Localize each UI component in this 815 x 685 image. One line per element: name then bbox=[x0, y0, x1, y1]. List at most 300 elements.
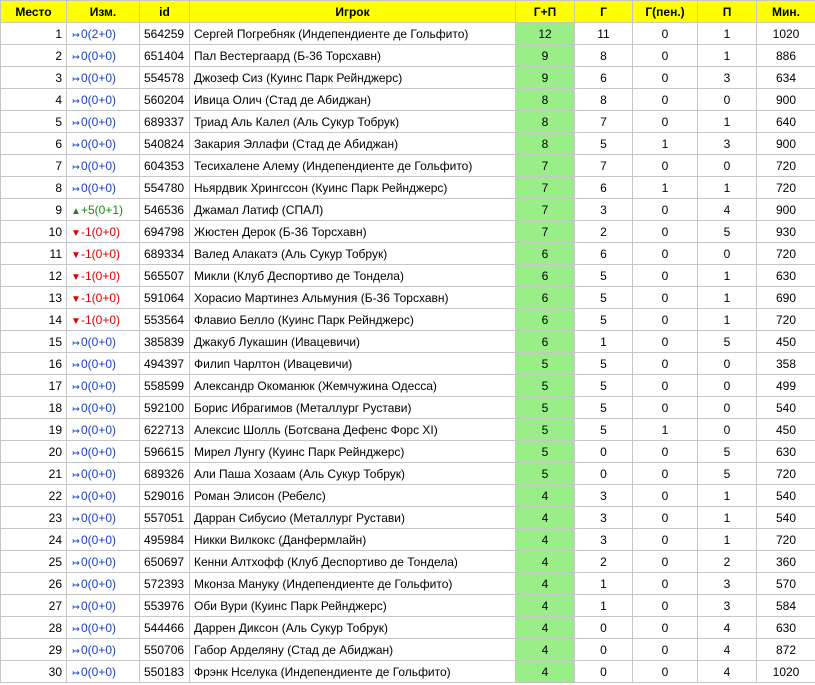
goals-assists-cell: 12 bbox=[516, 23, 575, 45]
place-cell: 27 bbox=[1, 595, 67, 617]
no-change-icon: ↦ bbox=[72, 667, 80, 678]
player-cell: Пал Вестергаард (Б-36 Торсхавн) bbox=[190, 45, 516, 67]
penalty-goals-cell: 1 bbox=[633, 419, 698, 441]
minutes-cell: 570 bbox=[757, 573, 815, 595]
place-cell: 15 bbox=[1, 331, 67, 353]
id-cell: 689334 bbox=[140, 243, 190, 265]
header-penalty-goals[interactable]: Г(пен.) bbox=[633, 1, 698, 23]
player-cell: Сергей Погребняк (Индепендиенте де Гольфито) bbox=[190, 23, 516, 45]
minutes-cell: 690 bbox=[757, 287, 815, 309]
minutes-cell: 584 bbox=[757, 595, 815, 617]
table-row bbox=[1, 419, 815, 441]
header-id[interactable]: id bbox=[140, 1, 190, 23]
place-cell: 22 bbox=[1, 485, 67, 507]
place-cell: 5 bbox=[1, 111, 67, 133]
goals-cell: 5 bbox=[575, 133, 633, 155]
no-change-icon: ↦ bbox=[72, 403, 80, 414]
penalty-goals-cell: 0 bbox=[633, 67, 698, 89]
id-cell: 564259 bbox=[140, 23, 190, 45]
assists-cell: 5 bbox=[698, 221, 757, 243]
minutes-cell: 720 bbox=[757, 463, 815, 485]
no-change-icon: ↦ bbox=[72, 623, 80, 634]
table-row bbox=[1, 243, 815, 265]
change-cell bbox=[67, 397, 140, 419]
assists-cell: 5 bbox=[698, 463, 757, 485]
assists-cell: 4 bbox=[698, 199, 757, 221]
place-cell: 3 bbox=[1, 67, 67, 89]
change-text: +5(0+1) bbox=[81, 202, 124, 217]
penalty-goals-cell: 0 bbox=[633, 23, 698, 45]
goals-cell: 7 bbox=[575, 111, 633, 133]
place-cell: 2 bbox=[1, 45, 67, 67]
assists-cell: 1 bbox=[698, 23, 757, 45]
id-cell: 385839 bbox=[140, 331, 190, 353]
player-cell: Никки Вилкокс (Данфермлайн) bbox=[190, 529, 516, 551]
penalty-goals-cell: 0 bbox=[633, 595, 698, 617]
place-cell: 16 bbox=[1, 353, 67, 375]
penalty-goals-cell: 0 bbox=[633, 485, 698, 507]
penalty-goals-cell: 0 bbox=[633, 441, 698, 463]
minutes-cell: 540 bbox=[757, 485, 815, 507]
table-body bbox=[1, 23, 815, 683]
table-row bbox=[1, 353, 815, 375]
goals-cell: 6 bbox=[575, 243, 633, 265]
id-cell: 694798 bbox=[140, 221, 190, 243]
change-cell bbox=[67, 177, 140, 199]
no-change-icon: ↦ bbox=[72, 601, 80, 612]
player-cell: Валед Алакатэ (Аль Сукур Тобрук) bbox=[190, 243, 516, 265]
minutes-cell: 640 bbox=[757, 111, 815, 133]
assists-cell: 0 bbox=[698, 155, 757, 177]
change-cell bbox=[67, 375, 140, 397]
assists-cell: 4 bbox=[698, 661, 757, 683]
no-change-icon: ↦ bbox=[72, 161, 80, 172]
no-change-icon: ↦ bbox=[72, 337, 80, 348]
change-cell bbox=[67, 573, 140, 595]
assists-cell: 1 bbox=[698, 265, 757, 287]
goals-assists-cell: 4 bbox=[516, 661, 575, 683]
penalty-goals-cell: 0 bbox=[633, 573, 698, 595]
assists-cell: 0 bbox=[698, 243, 757, 265]
assists-cell: 1 bbox=[698, 45, 757, 67]
player-cell: Джозеф Сиз (Куинс Парк Рейнджерс) bbox=[190, 67, 516, 89]
place-cell: 24 bbox=[1, 529, 67, 551]
change-text: -1(0+0) bbox=[81, 290, 121, 305]
table-row bbox=[1, 309, 815, 331]
change-cell bbox=[67, 199, 140, 221]
header-change[interactable]: Изм. bbox=[67, 1, 140, 23]
goals-cell: 3 bbox=[575, 529, 633, 551]
penalty-goals-cell: 0 bbox=[633, 397, 698, 419]
change-text: 0(0+0) bbox=[81, 378, 117, 393]
player-cell: Дарран Сибусио (Металлург Рустави) bbox=[190, 507, 516, 529]
minutes-cell: 720 bbox=[757, 243, 815, 265]
assists-cell: 5 bbox=[698, 331, 757, 353]
assists-cell: 0 bbox=[698, 397, 757, 419]
id-cell: 560204 bbox=[140, 89, 190, 111]
minutes-cell: 499 bbox=[757, 375, 815, 397]
goals-assists-cell: 6 bbox=[516, 265, 575, 287]
id-cell: 553976 bbox=[140, 595, 190, 617]
goals-assists-cell: 7 bbox=[516, 199, 575, 221]
goals-assists-cell: 6 bbox=[516, 309, 575, 331]
goals-cell: 6 bbox=[575, 67, 633, 89]
player-cell: Алексис Шолль (Ботсвана Дефенс Форс XI) bbox=[190, 419, 516, 441]
assists-cell: 0 bbox=[698, 419, 757, 441]
penalty-goals-cell: 0 bbox=[633, 221, 698, 243]
no-change-icon: ↦ bbox=[72, 557, 80, 568]
header-minutes[interactable]: Мин. bbox=[757, 1, 815, 23]
change-text: 0(0+0) bbox=[81, 114, 117, 129]
minutes-cell: 360 bbox=[757, 551, 815, 573]
assists-cell: 0 bbox=[698, 353, 757, 375]
goals-cell: 5 bbox=[575, 375, 633, 397]
goals-cell: 0 bbox=[575, 617, 633, 639]
goals-assists-cell: 4 bbox=[516, 551, 575, 573]
change-text: -1(0+0) bbox=[81, 268, 121, 283]
penalty-goals-cell: 0 bbox=[633, 243, 698, 265]
goals-cell: 11 bbox=[575, 23, 633, 45]
header-place[interactable]: Место bbox=[1, 1, 67, 23]
no-change-icon: ↦ bbox=[72, 447, 80, 458]
id-cell: 529016 bbox=[140, 485, 190, 507]
change-text: 0(0+0) bbox=[81, 466, 117, 481]
header-goals[interactable]: Г bbox=[575, 1, 633, 23]
goals-assists-cell: 7 bbox=[516, 221, 575, 243]
change-text: 0(0+0) bbox=[81, 510, 117, 525]
table-row bbox=[1, 331, 815, 353]
change-cell bbox=[67, 265, 140, 287]
id-cell: 557051 bbox=[140, 507, 190, 529]
id-cell: 554780 bbox=[140, 177, 190, 199]
assists-cell: 3 bbox=[698, 573, 757, 595]
penalty-goals-cell: 0 bbox=[633, 375, 698, 397]
change-cell bbox=[67, 617, 140, 639]
goals-assists-cell: 4 bbox=[516, 507, 575, 529]
no-change-icon: ↦ bbox=[72, 491, 80, 502]
penalty-goals-cell: 0 bbox=[633, 353, 698, 375]
arrow-up-icon: ▲ bbox=[71, 205, 81, 217]
minutes-cell: 1020 bbox=[757, 23, 815, 45]
assists-cell: 1 bbox=[698, 309, 757, 331]
penalty-goals-cell: 0 bbox=[633, 265, 698, 287]
minutes-cell: 540 bbox=[757, 507, 815, 529]
assists-cell: 1 bbox=[698, 507, 757, 529]
place-cell: 13 bbox=[1, 287, 67, 309]
player-cell: Тесихалене Алему (Индепендиенте де Гольфито) bbox=[190, 155, 516, 177]
goals-cell: 3 bbox=[575, 485, 633, 507]
penalty-goals-cell: 1 bbox=[633, 133, 698, 155]
place-cell: 19 bbox=[1, 419, 67, 441]
no-change-icon: ↦ bbox=[72, 513, 80, 524]
table-row bbox=[1, 375, 815, 397]
id-cell: 494397 bbox=[140, 353, 190, 375]
assists-cell: 1 bbox=[698, 111, 757, 133]
minutes-cell: 720 bbox=[757, 177, 815, 199]
player-cell: Флавио Белло (Куинс Парк Рейнджерс) bbox=[190, 309, 516, 331]
header-assists[interactable]: П bbox=[698, 1, 757, 23]
id-cell: 495984 bbox=[140, 529, 190, 551]
place-cell: 1 bbox=[1, 23, 67, 45]
place-cell: 8 bbox=[1, 177, 67, 199]
change-text: 0(0+0) bbox=[81, 488, 117, 503]
table-row bbox=[1, 199, 815, 221]
player-cell: Филип Чарлтон (Ивацевичи) bbox=[190, 353, 516, 375]
player-cell: Александр Окоманюк (Жемчужина Одесса) bbox=[190, 375, 516, 397]
penalty-goals-cell: 0 bbox=[633, 45, 698, 67]
player-cell: Ньярдвик Хрингссон (Куинс Парк Рейнджерс) bbox=[190, 177, 516, 199]
change-cell bbox=[67, 287, 140, 309]
player-cell: Даррен Диксон (Аль Сукур Тобрук) bbox=[190, 617, 516, 639]
change-text: 0(0+0) bbox=[81, 136, 117, 151]
id-cell: 592100 bbox=[140, 397, 190, 419]
minutes-cell: 634 bbox=[757, 67, 815, 89]
id-cell: 550706 bbox=[140, 639, 190, 661]
id-cell: 650697 bbox=[140, 551, 190, 573]
place-cell: 28 bbox=[1, 617, 67, 639]
goals-assists-cell: 8 bbox=[516, 89, 575, 111]
assists-cell: 3 bbox=[698, 595, 757, 617]
goals-assists-cell: 8 bbox=[516, 111, 575, 133]
penalty-goals-cell: 0 bbox=[633, 529, 698, 551]
table-row bbox=[1, 551, 815, 573]
assists-cell: 4 bbox=[698, 617, 757, 639]
change-text: 0(0+0) bbox=[81, 356, 117, 371]
change-cell bbox=[67, 661, 140, 683]
goals-assists-cell: 7 bbox=[516, 177, 575, 199]
table-row bbox=[1, 485, 815, 507]
goals-assists-cell: 5 bbox=[516, 397, 575, 419]
change-text: -1(0+0) bbox=[81, 224, 121, 239]
goals-cell: 2 bbox=[575, 221, 633, 243]
change-cell bbox=[67, 155, 140, 177]
goals-cell: 5 bbox=[575, 287, 633, 309]
table-row bbox=[1, 463, 815, 485]
change-cell bbox=[67, 551, 140, 573]
penalty-goals-cell: 0 bbox=[633, 639, 698, 661]
player-cell: Али Паша Хозаам (Аль Сукур Тобрук) bbox=[190, 463, 516, 485]
place-cell: 17 bbox=[1, 375, 67, 397]
arrow-down-icon: ▼ bbox=[71, 227, 81, 239]
no-change-icon: ↦ bbox=[72, 183, 80, 194]
penalty-goals-cell: 0 bbox=[633, 507, 698, 529]
change-cell bbox=[67, 67, 140, 89]
goals-cell: 2 bbox=[575, 551, 633, 573]
id-cell: 622713 bbox=[140, 419, 190, 441]
goals-cell: 5 bbox=[575, 353, 633, 375]
no-change-icon: ↦ bbox=[72, 579, 80, 590]
change-text: -1(0+0) bbox=[81, 246, 121, 261]
player-cell: Кенни Алтхофф (Клуб Деспортиво де Тондела) bbox=[190, 551, 516, 573]
change-cell bbox=[67, 595, 140, 617]
penalty-goals-cell: 0 bbox=[633, 89, 698, 111]
assists-cell: 2 bbox=[698, 551, 757, 573]
arrow-down-icon: ▼ bbox=[71, 249, 81, 261]
table-row bbox=[1, 287, 815, 309]
place-cell: 6 bbox=[1, 133, 67, 155]
player-cell: Борис Ибрагимов (Металлург Рустави) bbox=[190, 397, 516, 419]
place-cell: 7 bbox=[1, 155, 67, 177]
goals-cell: 8 bbox=[575, 45, 633, 67]
change-text: 0(0+0) bbox=[81, 598, 117, 613]
place-cell: 9 bbox=[1, 199, 67, 221]
place-cell: 30 bbox=[1, 661, 67, 683]
minutes-cell: 930 bbox=[757, 221, 815, 243]
penalty-goals-cell: 0 bbox=[633, 661, 698, 683]
table-row bbox=[1, 507, 815, 529]
minutes-cell: 900 bbox=[757, 133, 815, 155]
goals-assists-cell: 5 bbox=[516, 375, 575, 397]
change-cell bbox=[67, 111, 140, 133]
assists-cell: 1 bbox=[698, 529, 757, 551]
assists-cell: 3 bbox=[698, 67, 757, 89]
change-cell bbox=[67, 507, 140, 529]
no-change-icon: ↦ bbox=[72, 381, 80, 392]
penalty-goals-cell: 0 bbox=[633, 111, 698, 133]
no-change-icon: ↦ bbox=[72, 139, 80, 150]
header-row bbox=[1, 1, 815, 23]
minutes-cell: 630 bbox=[757, 441, 815, 463]
goals-cell: 5 bbox=[575, 265, 633, 287]
arrow-down-icon: ▼ bbox=[71, 315, 81, 327]
no-change-icon: ↦ bbox=[72, 359, 80, 370]
goals-assists-cell: 5 bbox=[516, 419, 575, 441]
place-cell: 12 bbox=[1, 265, 67, 287]
player-cell: Закария Эллафи (Стад де Абиджан) bbox=[190, 133, 516, 155]
assists-cell: 1 bbox=[698, 287, 757, 309]
penalty-goals-cell: 0 bbox=[633, 551, 698, 573]
goals-cell: 5 bbox=[575, 397, 633, 419]
minutes-cell: 720 bbox=[757, 309, 815, 331]
change-cell bbox=[67, 353, 140, 375]
minutes-cell: 900 bbox=[757, 199, 815, 221]
minutes-cell: 630 bbox=[757, 617, 815, 639]
place-cell: 18 bbox=[1, 397, 67, 419]
change-text: 0(0+0) bbox=[81, 158, 117, 173]
goals-cell: 0 bbox=[575, 639, 633, 661]
id-cell: 554578 bbox=[140, 67, 190, 89]
place-cell: 11 bbox=[1, 243, 67, 265]
id-cell: 689337 bbox=[140, 111, 190, 133]
change-text: 0(0+0) bbox=[81, 664, 117, 679]
id-cell: 565507 bbox=[140, 265, 190, 287]
change-cell bbox=[67, 419, 140, 441]
table-row bbox=[1, 221, 815, 243]
no-change-icon: ↦ bbox=[72, 645, 80, 656]
player-cell: Оби Вури (Куинс Парк Рейнджерс) bbox=[190, 595, 516, 617]
goals-assists-cell: 5 bbox=[516, 463, 575, 485]
minutes-cell: 886 bbox=[757, 45, 815, 67]
place-cell: 10 bbox=[1, 221, 67, 243]
table-row bbox=[1, 67, 815, 89]
player-cell: Ивица Олич (Стад де Абиджан) bbox=[190, 89, 516, 111]
minutes-cell: 1020 bbox=[757, 661, 815, 683]
minutes-cell: 720 bbox=[757, 529, 815, 551]
goals-cell: 7 bbox=[575, 155, 633, 177]
change-cell bbox=[67, 331, 140, 353]
change-text: 0(0+0) bbox=[81, 532, 117, 547]
change-cell bbox=[67, 133, 140, 155]
id-cell: 553564 bbox=[140, 309, 190, 331]
change-text: 0(0+0) bbox=[81, 180, 117, 195]
arrow-down-icon: ▼ bbox=[71, 271, 81, 283]
player-cell: Триад Аль Калел (Аль Сукур Тобрук) bbox=[190, 111, 516, 133]
change-text: 0(0+0) bbox=[81, 422, 117, 437]
table-row bbox=[1, 639, 815, 661]
player-cell: Фрэнк Нселука (Индепендиенте де Гольфито) bbox=[190, 661, 516, 683]
header-goals-assists[interactable]: Г+П bbox=[516, 1, 575, 23]
goals-assists-cell: 4 bbox=[516, 485, 575, 507]
id-cell: 604353 bbox=[140, 155, 190, 177]
change-text: 0(0+0) bbox=[81, 92, 117, 107]
header-player[interactable]: Игрок bbox=[190, 1, 516, 23]
table-row bbox=[1, 45, 815, 67]
table-row bbox=[1, 265, 815, 287]
assists-cell: 1 bbox=[698, 177, 757, 199]
table-row bbox=[1, 397, 815, 419]
assists-cell: 4 bbox=[698, 639, 757, 661]
penalty-goals-cell: 0 bbox=[633, 463, 698, 485]
change-text: 0(0+0) bbox=[81, 48, 117, 63]
table-row bbox=[1, 23, 815, 45]
place-cell: 29 bbox=[1, 639, 67, 661]
player-cell: Джамал Латиф (СПАЛ) bbox=[190, 199, 516, 221]
change-cell bbox=[67, 221, 140, 243]
change-text: 0(0+0) bbox=[81, 400, 117, 415]
goals-assists-cell: 9 bbox=[516, 67, 575, 89]
goals-assists-cell: 4 bbox=[516, 529, 575, 551]
no-change-icon: ↦ bbox=[72, 535, 80, 546]
goals-cell: 1 bbox=[575, 331, 633, 353]
id-cell: 689326 bbox=[140, 463, 190, 485]
goals-cell: 0 bbox=[575, 441, 633, 463]
assists-cell: 1 bbox=[698, 485, 757, 507]
change-cell bbox=[67, 243, 140, 265]
id-cell: 651404 bbox=[140, 45, 190, 67]
id-cell: 544466 bbox=[140, 617, 190, 639]
change-text: -1(0+0) bbox=[81, 312, 121, 327]
minutes-cell: 450 bbox=[757, 419, 815, 441]
penalty-goals-cell: 0 bbox=[633, 199, 698, 221]
penalty-goals-cell: 1 bbox=[633, 177, 698, 199]
goals-cell: 0 bbox=[575, 463, 633, 485]
place-cell: 4 bbox=[1, 89, 67, 111]
no-change-icon: ↦ bbox=[72, 95, 80, 106]
place-cell: 23 bbox=[1, 507, 67, 529]
player-cell: Микли (Клуб Деспортиво де Тондела) bbox=[190, 265, 516, 287]
penalty-goals-cell: 0 bbox=[633, 155, 698, 177]
change-cell bbox=[67, 23, 140, 45]
id-cell: 572393 bbox=[140, 573, 190, 595]
penalty-goals-cell: 0 bbox=[633, 309, 698, 331]
goals-cell: 1 bbox=[575, 573, 633, 595]
change-cell bbox=[67, 89, 140, 111]
change-text: 0(0+0) bbox=[81, 334, 117, 349]
table-row bbox=[1, 111, 815, 133]
place-cell: 20 bbox=[1, 441, 67, 463]
player-cell: Габор Арделяну (Стад де Абиджан) bbox=[190, 639, 516, 661]
player-cell: Роман Элисон (Ребелс) bbox=[190, 485, 516, 507]
goals-assists-cell: 6 bbox=[516, 287, 575, 309]
table-row bbox=[1, 573, 815, 595]
change-text: 0(2+0) bbox=[81, 26, 117, 41]
minutes-cell: 450 bbox=[757, 331, 815, 353]
goals-assists-cell: 8 bbox=[516, 133, 575, 155]
change-cell bbox=[67, 309, 140, 331]
goals-assists-cell: 7 bbox=[516, 155, 575, 177]
no-change-icon: ↦ bbox=[72, 117, 80, 128]
penalty-goals-cell: 0 bbox=[633, 331, 698, 353]
